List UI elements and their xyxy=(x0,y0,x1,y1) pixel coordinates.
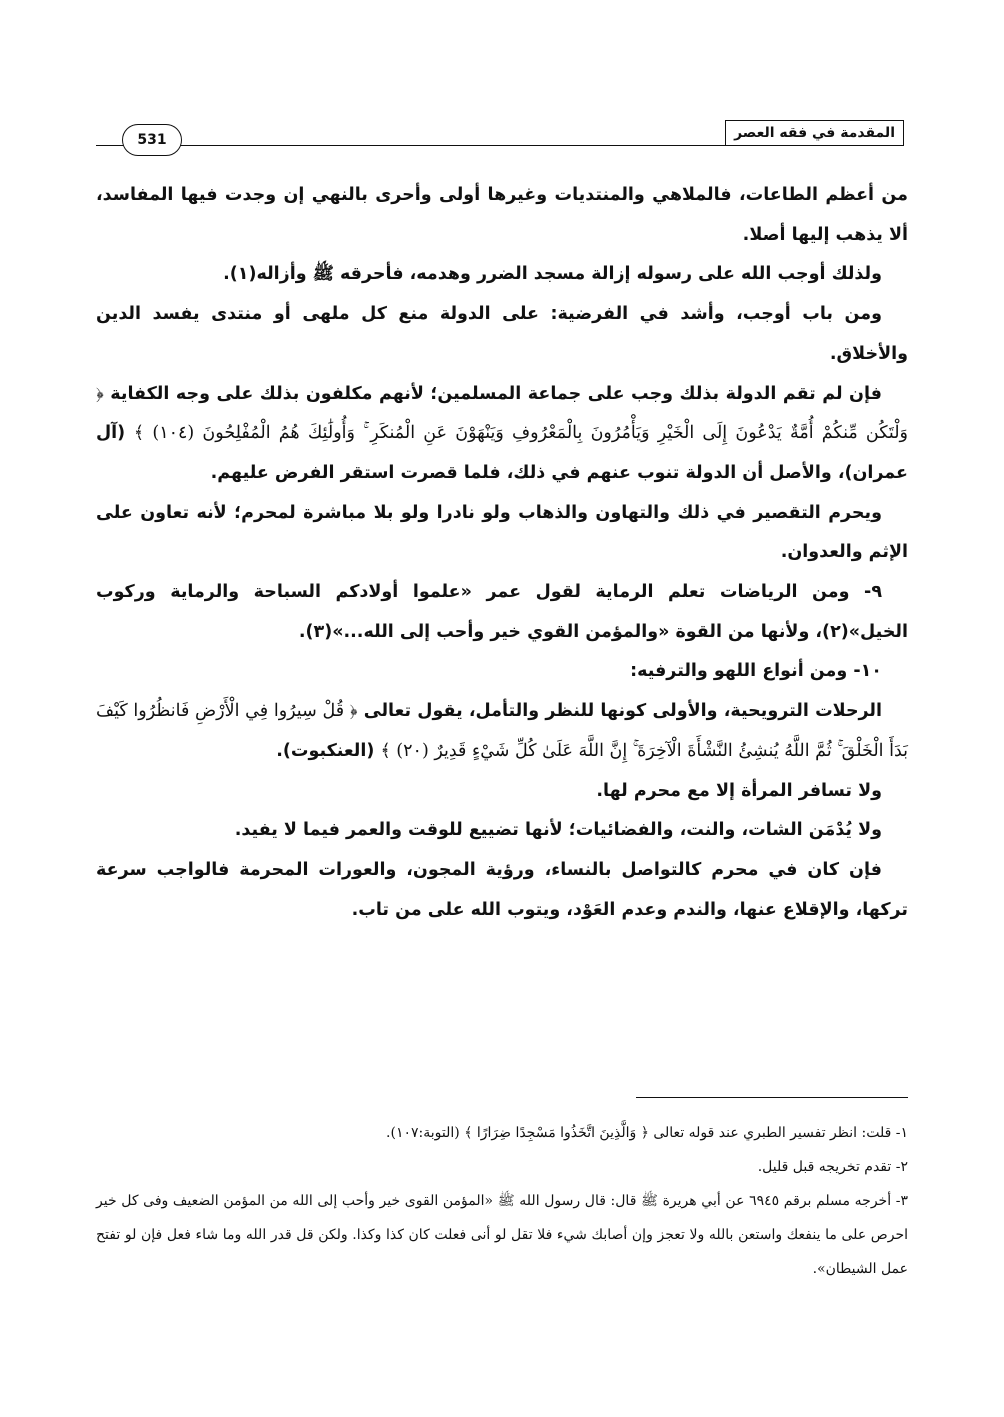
paragraph-text: (آل عمران)، والأصل أن الدولة تنوب عنهم في ذلك، فلما قصرت استقر الفرض عليهم. xyxy=(96,423,908,483)
page-number: 531 xyxy=(122,124,182,156)
page-header xyxy=(96,118,904,152)
paragraph-text: فإن لم تقم الدولة بذلك وجب على جماعة المسلمين؛ لأنهم مكلفون بذلك على وجه الكفاية xyxy=(110,383,883,404)
paragraph xyxy=(96,692,908,771)
paragraph xyxy=(96,375,908,494)
paragraph: من أعظم الطاعات، فالملاهي والمنتديات وغيرها أولى وأحرى بالنهي إن وجدت فيها المفاسد، ألا يذهب إليها أصلا. xyxy=(96,185,908,245)
paragraph-text: (العنكبوت). xyxy=(276,740,375,761)
paragraph: ٩- ومن الرياضات تعلم الرماية لقول عمر «علموا أولادكم السباحة والرماية وركوب الخيل»(٢)، ولأنها من القوة «والمؤمن القوي خير وأحب إلى الله...»(٣). xyxy=(96,582,908,642)
footnote-2: ٢- تقدم تخريجه قبل قليل. xyxy=(757,1159,908,1175)
quran-verse: ﴿ قُلْ سِيرُوا فِي الْأَرْضِ فَانظُرُوا كَيْفَ بَدَأَ الْخَلْقَ ۚ ثُمَّ اللَّهُ يُنشِئُ النَّشْأَةَ الْآخِرَةَ ۚ إِنَّ اللَّهَ عَلَىٰ كُلِّ شَيْءٍ قَدِيرٌ (٢٠) ﴾ xyxy=(96,701,908,761)
footnote-1 xyxy=(96,1116,908,1150)
paragraph: ولا تسافر المرأة إلا مع محرم لها. xyxy=(596,780,882,801)
footnote-text: ١- قلت: انظر تفسير الطبري عند قوله تعالى xyxy=(653,1125,908,1141)
book-title: المقدمة في فقه العصر xyxy=(725,120,904,146)
paragraph: ١٠- ومن أنواع اللهو والترفيه: xyxy=(630,661,882,682)
paragraph: ولذلك أوجب الله على رسوله إزالة مسجد الضرر وهدمه، فأحرقه ﷺ وأزاله(١). xyxy=(223,264,882,285)
paragraph: ومن باب أوجب، وأشد في الفرضية: على الدولة منع كل ملهى أو منتدى يفسد الدين والأخلاق. xyxy=(96,304,908,364)
main-text xyxy=(96,176,908,930)
footnotes xyxy=(96,1116,908,1286)
paragraph: ولا يُدْمَن الشات، والنت، والفضائيات؛ لأنها تضييع للوقت والعمر فيما لا يفيد. xyxy=(234,820,882,841)
paragraph: ويحرم التقصير في ذلك والتهاون والذهاب ولو نادرا ولو بلا مباشرة لمحرم؛ لأنه تعاون على الإثم والعدوان. xyxy=(96,502,908,563)
paragraph: فإن كان في محرم كالتواصل بالنساء، ورؤية المجون، والعورات المحرمة فالواجب سرعة تركها، والإقلاع عنها، والندم وعدم العَوْد، ويتوب الله على من تاب. xyxy=(96,859,908,920)
footnote-rule xyxy=(636,1097,908,1098)
footnote-3: ٣- أخرجه مسلم برقم ٦٩٤٥ عن أبي هريرة ﷺ قال: قال رسول الله ﷺ «المؤمن القوى خير وأحب إلى الله من المؤمن الضعيف وفى كل خير احرص على ما ينفعك واستعن بالله ولا تعجز وإن أصابك شيء فلا تقل لو أنى فعلت كان كذا وكذا. ولكن قل قدر الله وما شاء فعل فإن لو تفتح عمل الشيطان». xyxy=(96,1193,909,1277)
paragraph-text: الرحلات الترويحية، والأولى كونها للنظر والتأمل، يقول تعالى xyxy=(363,701,883,722)
quran-verse: ﴿ وَلْتَكُن مِّنكُمْ أُمَّةٌ يَدْعُونَ إِلَى الْخَيْرِ وَيَأْمُرُونَ بِالْمَعْرُوفِ وَيَنْهَوْنَ عَنِ الْمُنكَرِ ۚ وَأُولَٰئِكَ هُمُ الْمُفْلِحُونَ (١٠٤) ﴾ xyxy=(96,383,908,444)
quran-verse: ﴿ وَالَّذِينَ اتَّخَذُوا مَسْجِدًا ضِرَارًا ﴾ xyxy=(464,1125,649,1141)
footnote-text: (التوبة:١٠٧). xyxy=(386,1125,460,1141)
